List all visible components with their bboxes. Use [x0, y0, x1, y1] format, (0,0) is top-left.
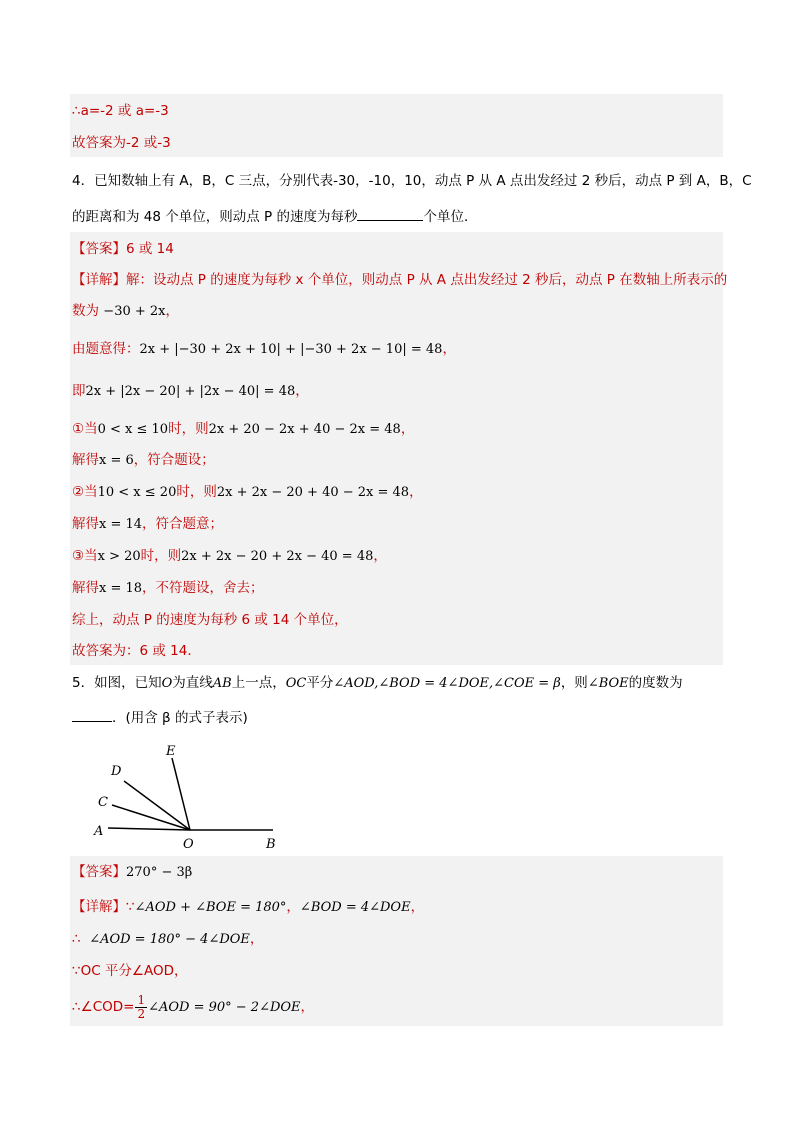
angle-figure	[80, 738, 300, 850]
case2-mid: 时，则	[176, 484, 217, 500]
answer-block-q4	[70, 232, 723, 665]
label-d: D	[111, 764, 122, 779]
case3-label: ③当	[72, 548, 98, 564]
sol2-value: x = 14	[99, 517, 143, 532]
answer-label: 【答案】	[72, 241, 126, 257]
ray-oc	[112, 805, 190, 830]
q5-g: 平分	[306, 675, 334, 691]
q3-conclusion: ∴a=-2 或 a=-3	[72, 103, 169, 119]
q4-detail-line1	[72, 270, 727, 290]
sol1-c: ，符合题设；	[133, 452, 215, 468]
q4-solution-3	[72, 578, 264, 599]
q4-equation-1	[72, 339, 456, 360]
sol3-value: x = 18	[99, 581, 143, 596]
detail-line2-c: ，	[165, 303, 179, 319]
detail-eq1: ∠AOD + ∠BOE = 180°	[134, 900, 287, 915]
eq1: 2x + |−30 + 2x + 10| + |−30 + 2x − 10| = 48	[139, 342, 443, 357]
label-a: A	[94, 824, 104, 839]
case1-equation: 2x + 20 − 2x + 40 − 2x = 48	[208, 422, 401, 437]
sol1-value: x = 6	[99, 453, 134, 468]
case3-condition: x > 20	[97, 549, 141, 564]
answer-blank	[72, 707, 112, 722]
q4-summary: 综上，动点 P 的速度为每秒 6 或 14 个单位，	[72, 612, 348, 628]
sol2-c: ，符合题意；	[142, 516, 224, 532]
q5-detail-line4	[72, 989, 314, 1026]
answer-value: 6 或 14	[126, 241, 174, 257]
position-expression: −30 + 2x	[103, 304, 166, 319]
eq2: 2x + |2x − 20| + |2x − 40| = 48	[85, 384, 296, 399]
case2-end: ，	[409, 484, 423, 500]
case2-equation: 2x + 2x − 20 + 40 − 2x = 48	[216, 485, 410, 500]
q5-point-o: O	[161, 676, 173, 691]
case3-equation: 2x + 2x − 20 + 2x − 40 = 48	[181, 549, 374, 564]
sol2-a: 解得	[72, 516, 99, 532]
sol1-a: 解得	[72, 452, 99, 468]
q4-text-line1: 4．已知数轴上有 A，B，C 三点，分别代表-30，-10，10，动点 P 从 A 点出发经过 2 秒后，动点 P 到 A，B，C	[72, 173, 752, 189]
case1-mid: 时，则	[168, 421, 209, 437]
eq1-label: 由题意得：	[72, 341, 140, 357]
detail-l4-a: ∴∠COD=	[72, 999, 135, 1015]
q4-text-line2	[72, 206, 477, 227]
q4-text-line2-a: 的距离和为 48 个单位，则动点 P 的速度为每秒	[72, 209, 358, 225]
case3-end: ，	[373, 548, 387, 564]
therefore-symbol: ∴	[72, 931, 81, 947]
q4-detail-line2	[72, 301, 179, 322]
detail-label: 【详解】	[72, 899, 126, 915]
q5-k: 的度数为	[628, 675, 683, 691]
answer-value: 270° − 3β	[126, 865, 193, 880]
detail-line2-a: 数为	[72, 303, 99, 319]
q3-final-answer: 故答案为-2 或-3	[72, 135, 171, 151]
fraction-denominator: 2	[137, 1006, 146, 1021]
q4-case-2	[72, 482, 423, 503]
sol3-a: 解得	[72, 580, 99, 596]
because-symbol: ∵	[126, 899, 135, 915]
fraction-one-half	[135, 994, 147, 1021]
detail-text: 解：设动点 P 的速度为每秒 x 个单位，则动点 P 从 A 点出发经过 2 秒后，动点 P 在数轴上所表示的	[126, 272, 728, 288]
case1-end: ，	[400, 421, 415, 437]
q4-case-3	[72, 546, 387, 567]
label-b: B	[266, 837, 276, 850]
q5-i: ，则	[560, 675, 588, 691]
label-e: E	[166, 744, 176, 759]
detail-eq4: ∠AOD = 90° − 2∠DOE	[148, 1000, 301, 1015]
detail-end-2: ，	[249, 931, 264, 947]
q5-c: 为直线	[172, 675, 213, 691]
q5-a: 5．如图，已知	[72, 675, 162, 691]
detail-eq3: ∠AOD = 180° − 4∠DOE	[89, 932, 250, 947]
case2-condition: 10 < x ≤ 20	[97, 485, 177, 500]
q5-line-ab: AB	[212, 676, 232, 691]
detail-label: 【详解】	[72, 272, 126, 288]
q5-text-line2	[72, 707, 248, 728]
q4-equation-2	[72, 381, 309, 402]
q5-conditions: ∠AOD,∠BOD = 4∠DOE,∠COE = β	[333, 676, 561, 691]
answer-label: 【答案】	[72, 864, 126, 880]
eq2-end: ，	[295, 383, 309, 399]
q5-text-line1	[72, 673, 683, 694]
ray-oa	[108, 828, 190, 830]
case1-condition: 0 < x ≤ 10	[97, 422, 169, 437]
q5-ray-oc: OC	[285, 676, 307, 691]
eq1-end: ，	[442, 341, 456, 357]
detail-sep: ，	[286, 899, 300, 915]
detail-end: ，	[410, 899, 425, 915]
case3-mid: 时，则	[140, 548, 182, 564]
q4-solution-1	[72, 450, 215, 471]
q5-detail-line3: ∵OC 平分∠AOD，	[72, 963, 188, 979]
q5-e: 上一点，	[231, 675, 286, 691]
case2-label: ②当	[72, 484, 98, 500]
q4-case-1	[72, 419, 414, 440]
q4-solution-2	[72, 514, 223, 535]
q4-answer	[72, 239, 174, 259]
fraction-numerator: 1	[137, 992, 146, 1007]
answer-blank	[357, 206, 423, 221]
q5-angle-boe: ∠BOE	[587, 676, 629, 691]
q5-answer	[72, 862, 192, 883]
q5-detail-line1	[72, 897, 424, 918]
q5-detail-line2	[72, 929, 263, 950]
detail-eq2: ∠BOD = 4∠DOE	[299, 900, 411, 915]
label-o: O	[183, 837, 194, 850]
q4-text-line2-b: 个单位．	[423, 209, 478, 225]
label-c: C	[98, 795, 108, 810]
sol3-c: ，不符题设，舍去；	[142, 580, 264, 596]
q5-line2: ．(用含 β 的式子表示)	[112, 710, 248, 726]
detail-end-4: ，	[300, 999, 315, 1015]
eq2-label: 即	[72, 383, 86, 399]
case1-label: ①当	[72, 421, 98, 437]
q4-final-answer: 故答案为：6 或 14．	[72, 643, 201, 659]
